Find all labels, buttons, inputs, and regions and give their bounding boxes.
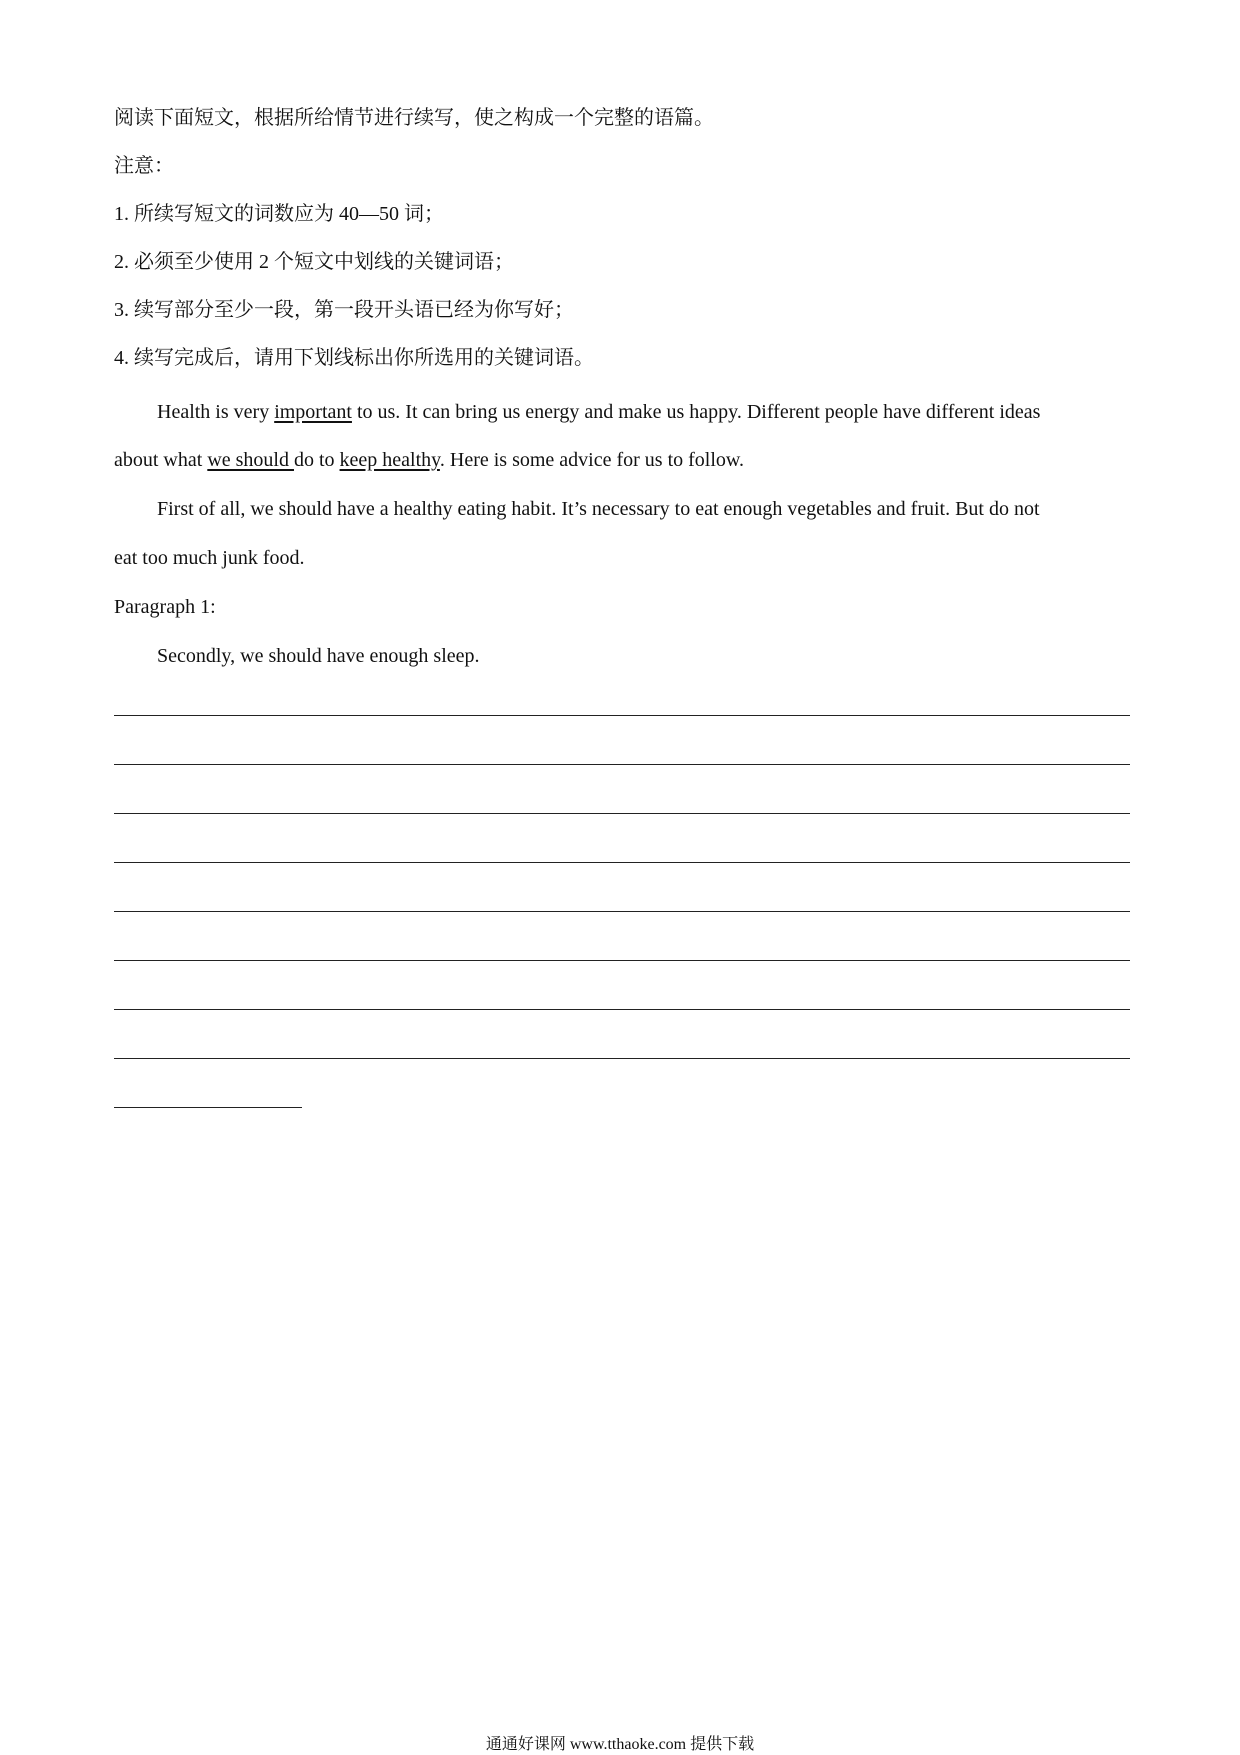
text-segment: Health is very — [157, 401, 275, 423]
rule-1: 1. 所续写短文的词数应为 40—50 词； — [114, 203, 444, 225]
writing-line[interactable] — [114, 715, 1130, 716]
writing-line[interactable] — [114, 1058, 1130, 1059]
paragraph-opening: Secondly, we should have enough sleep. — [157, 645, 480, 667]
rule-2: 2. 必须至少使用 2 个短文中划线的关键词语； — [114, 251, 514, 273]
writing-line[interactable] — [114, 764, 1130, 765]
note-label: 注意： — [114, 155, 174, 177]
writing-line[interactable] — [114, 862, 1130, 863]
keyword-important: important — [274, 401, 352, 423]
instructions-intro: 阅读下面短文，根据所给情节进行续写，使之构成一个完整的语篇。 — [114, 107, 714, 129]
text-segment: about what — [114, 449, 208, 471]
text-segment: . Here is some advice for us to follow. — [439, 449, 745, 471]
text-segment: do to — [293, 449, 340, 471]
writing-line-end[interactable] — [114, 1107, 302, 1108]
writing-line[interactable] — [114, 1009, 1130, 1010]
rule-3: 3. 续写部分至少一段，第一段开头语已经为你写好； — [114, 299, 574, 321]
text-segment: to us. It can bring us energy and make us happy. Different people have different ideas — [351, 401, 1041, 423]
rule-4: 4. 续写完成后，请用下划线标出你所选用的关键词语。 — [114, 347, 594, 369]
footer-source: 通通好课网 www.tthaoke.com 提供下载 — [485, 1736, 755, 1753]
writing-line[interactable] — [114, 911, 1130, 912]
keyword-we-should: we should — [207, 449, 294, 471]
passage-p2-line1: First of all, we should have a healthy eating habit. It’s necessary to eat enough vegetables and fruit. But do not — [157, 498, 1040, 520]
passage-p2-line2: eat too much junk food. — [114, 547, 305, 569]
paragraph-label: Paragraph 1: — [114, 596, 216, 618]
passage-p1-line1 — [157, 399, 1040, 425]
keyword-keep-healthy: keep healthy — [339, 449, 440, 471]
writing-line[interactable] — [114, 960, 1130, 961]
passage-p1-line2 — [114, 447, 744, 473]
writing-line[interactable] — [114, 813, 1130, 814]
